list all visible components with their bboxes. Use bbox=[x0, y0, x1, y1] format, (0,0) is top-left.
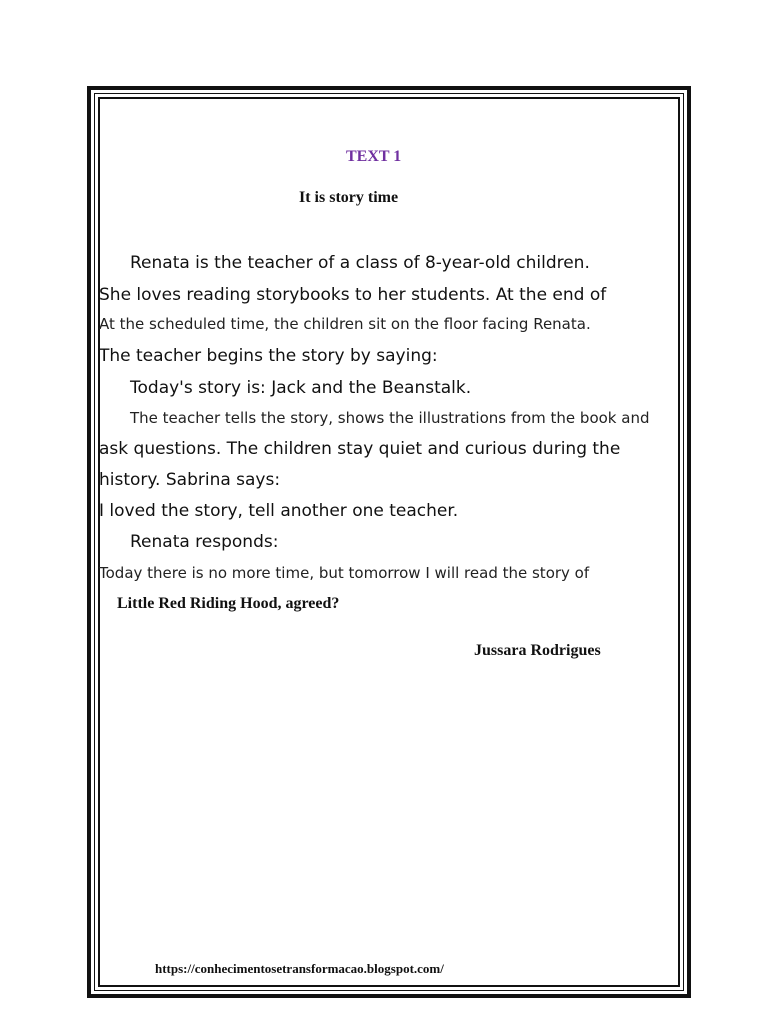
paragraph-line: Renata is the teacher of a class of 8-year-old children. bbox=[130, 253, 590, 273]
closing-line: Little Red Riding Hood, agreed? bbox=[117, 595, 340, 612]
paragraph-line: history. Sabrina says: bbox=[99, 470, 281, 490]
paragraph-line: Today there is no more time, but tomorrow I will read the story of bbox=[99, 564, 590, 582]
author-name: Jussara Rodrigues bbox=[474, 642, 601, 659]
paragraph-line: ask questions. The children stay quiet and curious during the bbox=[99, 439, 621, 459]
paragraph-line: At the scheduled time, the children sit on the floor facing Renata. bbox=[99, 315, 591, 333]
paragraph-line: She loves reading storybooks to her students. At the end of bbox=[99, 285, 607, 305]
footer-url: https://conhecimentosetransformacao.blogspot.com/ bbox=[155, 961, 444, 976]
paragraph-line: Today's story is: Jack and the Beanstalk. bbox=[130, 378, 472, 398]
story-title: It is story time bbox=[299, 189, 399, 206]
paragraph-line: I loved the story, tell another one teacher. bbox=[99, 501, 459, 521]
paragraph-line: The teacher begins the story by saying: bbox=[99, 346, 438, 366]
text-label: TEXT 1 bbox=[346, 148, 402, 165]
paragraph-line: Renata responds: bbox=[130, 532, 279, 552]
paragraph-line: The teacher tells the story, shows the illustrations from the book and bbox=[130, 409, 650, 427]
